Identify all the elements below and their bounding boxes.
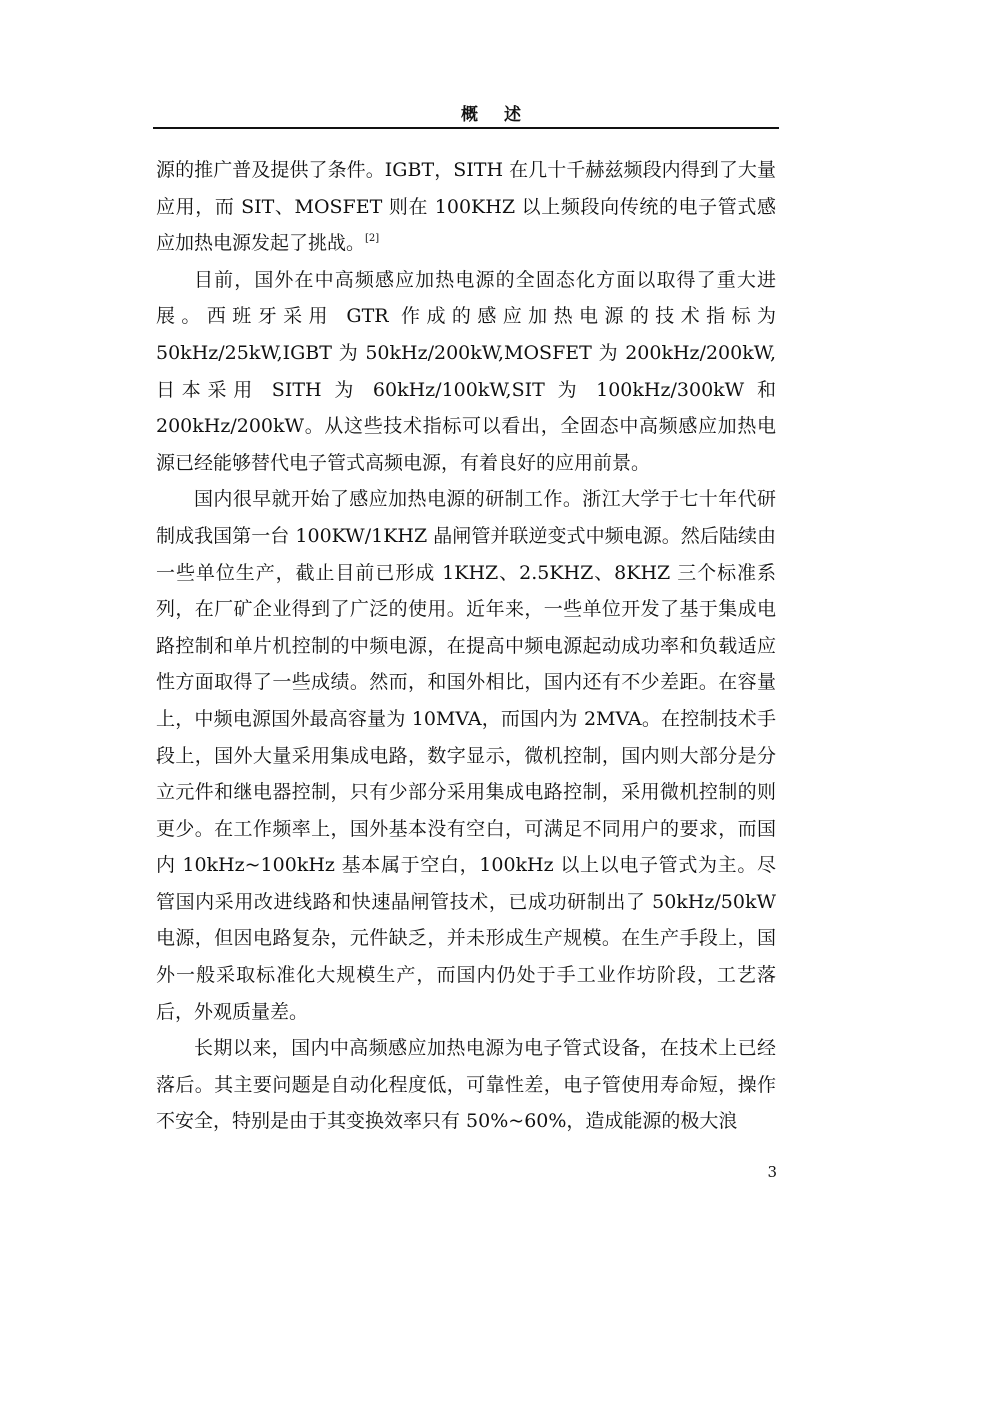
paragraph-4: 长期以来，国内中高频感应加热电源为电子管式设备，在技术上已经落后。其主要问题是自动化程度低，可靠性差，电子管使用寿命短，操作不安全，特别是由于其变换效率只有 50%~60%，造成能源的极大浪	[156, 1037, 776, 1133]
paragraph-1-text: 源的推广普及提供了条件。IGBT，SITH 在几十千赫兹频段内得到了大量应用，而 SIT、MOSFET 则在 100KHZ 以上频段向传统的电子管式感应加热电源发起了挑战。	[156, 159, 776, 255]
paragraph-2: 目前，国外在中高频感应加热电源的全固态化方面以取得了重大进展。西班牙采用 GTR 作成的感应加热电源的技术指标为 50kHz/25kW,IGBT 为 50kHz/200kW,MOSFET 为 200kHz/200kW,日本采用 SITH 为 60kHz/100kW,SIT 为 100kHz/300kW 和 200kHz/200kW。从这些技术指标可以看出，全固态中高频感应加热电源已经能够替代电子管式高频电源，有着良好的应用前景。	[156, 268, 776, 474]
reference-marker: [2]	[365, 233, 380, 245]
header-rule	[153, 127, 779, 129]
paragraph-1	[156, 152, 776, 262]
page-number: 3	[767, 1163, 777, 1181]
paragraph-3: 国内很早就开始了感应加热电源的研制工作。浙江大学于七十年代研制成我国第一台 100KW/1KHZ 晶闸管并联逆变式中频电源。然后陆续由一些单位生产，截止目前已形成 1KHZ、2.5KHZ、8KHZ 三个标准系列，在厂矿企业得到了广泛的使用。近年来，一些单位开发了基于集成电路控制和单片机控制的中频电源，在提高中频电源起动成功率和负载适应性方面取得了一些成绩。然而，和国外相比，国内还有不少差距。在容量上，中频电源国外最高容量为 10MVA，而国内为 2MVA。在控制技术手段上，国外大量采用集成电路，数字显示，微机控制，国内则大部分是分立元件和继电器控制，只有少部分采用集成电路控制，采用微机控制的则更少。在工作频率上，国外基本没有空白，可满足不同用户的要求，而国内 10kHz~100kHz 基本属于空白，100kHz 以上以电子管式为主。尽管国内采用改进线路和快速晶闸管技术，已成功研制出了 50kHz/50kW 电源，但因电路复杂，元件缺乏，并未形成生产规模。在生产手段上，国外一般采取标准化大规模生产，而国内仍处于手工业作坊阶段，工艺落后，外观质量差。	[156, 488, 776, 1023]
running-header: 概 述	[461, 105, 531, 125]
body-text	[156, 152, 776, 1140]
